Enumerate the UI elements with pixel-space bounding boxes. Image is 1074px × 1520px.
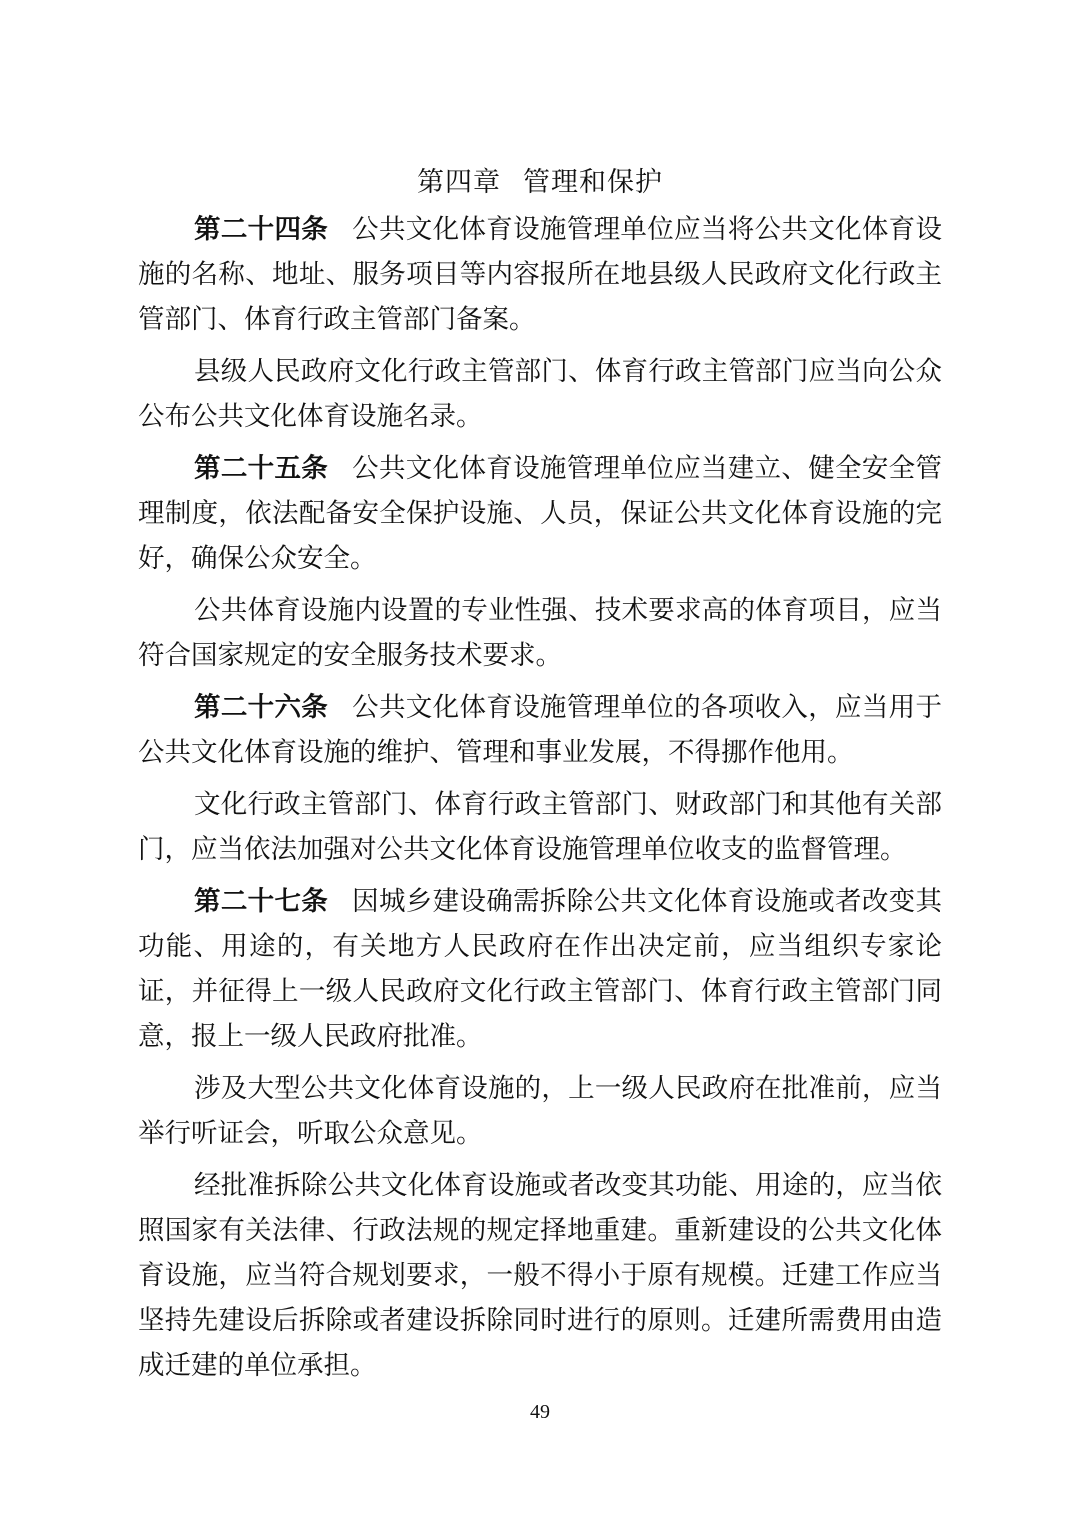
paragraph	[138, 1066, 942, 1156]
paragraph-text: 公共文化体育设施管理单位应当将公共文化体育设施的名称、地址、服务项目等内容报所在地县级人民政府文化行政主管部门、体育行政主管部门备案。	[138, 214, 943, 335]
paragraph-text: 公共文化体育设施管理单位的各项收入，应当用于公共文化体育设施的维护、管理和事业发展，不得挪作他用。	[138, 692, 943, 768]
paragraph-text: 公共文化体育设施管理单位应当建立、健全安全管理制度，依法配备安全保护设施、人员，保证公共文化体育设施的完好，确保公众安全。	[138, 453, 943, 574]
article-number: 第二十七条	[194, 886, 329, 917]
paragraph-text: 经批准拆除公共文化体育设施或者改变其功能、用途的，应当依照国家有关法律、行政法规的规定择地重建。重新建设的公共文化体育设施，应当符合规划要求，一般不得小于原有规模。迁建工作应当坚持先建设后拆除或者建设拆除同时进行的原则。迁建所需费用由造成迁建的单位承担。	[138, 1170, 942, 1381]
article-number: 第二十六条	[194, 692, 329, 723]
paragraph-article-27	[138, 879, 942, 1059]
article-number: 第二十四条	[194, 214, 329, 245]
chapter-number: 第四章	[417, 167, 501, 198]
paragraph-text: 涉及大型公共文化体育设施的，上一级人民政府在批准前，应当举行听证会，听取公众意见。	[138, 1073, 942, 1149]
paragraph-article-26	[138, 685, 942, 775]
article-number: 第二十五条	[194, 453, 329, 484]
paragraph	[138, 1163, 942, 1388]
chapter-name: 管理和保护	[523, 167, 663, 198]
document-page	[138, 0, 942, 1520]
paragraph	[138, 782, 942, 872]
paragraph-text: 公共体育设施内设置的专业性强、技术要求高的体育项目，应当符合国家规定的安全服务技术要求。	[138, 595, 942, 671]
paragraph-article-25	[138, 446, 942, 581]
page-number: 49	[530, 1401, 550, 1423]
paragraph	[138, 349, 942, 439]
paragraph-text: 文化行政主管部门、体育行政主管部门、财政部门和其他有关部门，应当依法加强对公共文化体育设施管理单位收支的监督管理。	[138, 789, 942, 865]
body-text	[138, 207, 942, 1395]
paragraph	[138, 588, 942, 678]
paragraph-text: 因城乡建设确需拆除公共文化体育设施或者改变其功能、用途的，有关地方人民政府在作出决定前，应当组织专家论证，并征得上一级人民政府文化行政主管部门、体育行政主管部门同意，报上一级人民政府批准。	[138, 886, 943, 1052]
chapter-title	[138, 163, 942, 203]
paragraph-text: 县级人民政府文化行政主管部门、体育行政主管部门应当向公众公布公共文化体育设施名录。	[138, 356, 942, 432]
paragraph-article-24	[138, 207, 942, 342]
